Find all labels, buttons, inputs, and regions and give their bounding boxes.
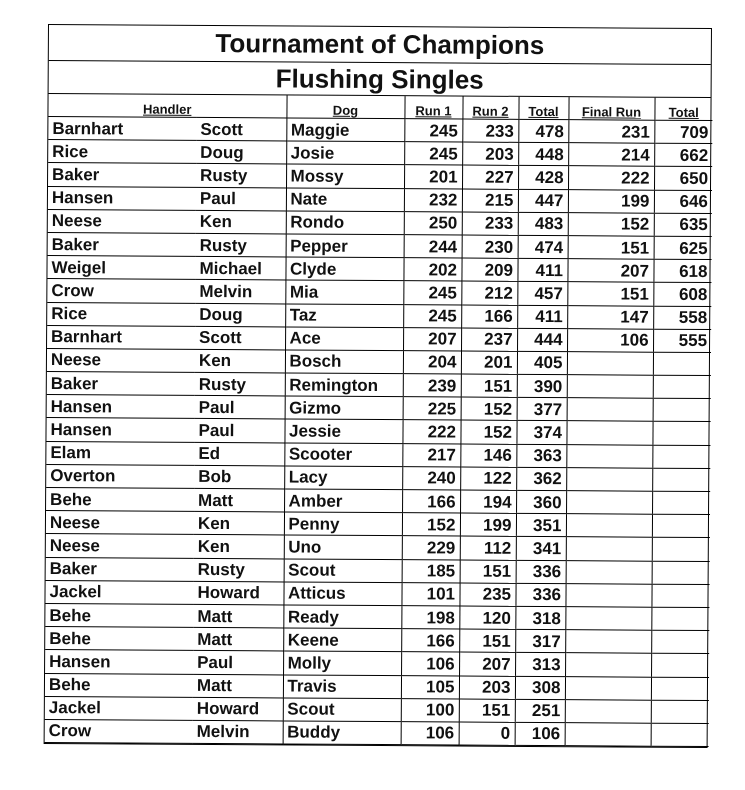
final-run-score: 222	[568, 166, 654, 190]
handler-last-name: Baker	[47, 372, 195, 396]
dog-name: Josie	[286, 141, 404, 165]
dog-name: Jessie	[284, 419, 402, 443]
final-run-header: Final Run	[568, 97, 654, 120]
run2-score: 233	[462, 119, 518, 143]
total-score: 336	[516, 560, 566, 583]
handler-last-name: Jackel	[45, 580, 193, 604]
handler-first-name: Rusty	[196, 233, 286, 257]
dog-name: Taz	[285, 303, 403, 327]
dog-name: Nate	[286, 188, 404, 212]
handler-first-name: Ed	[194, 442, 284, 466]
dog-name: Mia	[285, 280, 403, 304]
grand-total-score: 555	[653, 329, 711, 353]
total-score: 390	[517, 374, 567, 397]
run2-score: 230	[462, 235, 518, 259]
grand-total-score	[652, 514, 710, 538]
handler-last-name: Behe	[45, 603, 193, 627]
handler-first-name: Bob	[194, 465, 284, 489]
final-run-score: 199	[568, 189, 654, 213]
run1-score: 217	[402, 443, 460, 467]
run1-score: 222	[402, 420, 460, 444]
total-score: 362	[516, 467, 566, 490]
handler-last-name: Hansen	[45, 650, 193, 674]
handler-first-name: Matt	[193, 628, 283, 652]
handler-first-name: Ken	[194, 535, 284, 559]
run2-score: 203	[459, 676, 515, 700]
dog-name: Lacy	[284, 466, 402, 490]
handler-last-name: Elam	[46, 441, 194, 465]
handler-last-name: Neese	[46, 511, 194, 535]
run2-score: 207	[459, 652, 515, 676]
final-run-score: 151	[567, 282, 653, 306]
handler-last-name: Weigel	[47, 256, 195, 280]
final-run-score	[565, 630, 651, 654]
total-score: 448	[518, 143, 568, 166]
grand-total-score	[653, 352, 711, 376]
handler-first-name: Matt	[193, 604, 283, 628]
handler-first-name: Melvin	[195, 280, 285, 304]
run1-score: 232	[404, 188, 462, 212]
run2-score: 199	[460, 513, 516, 537]
final-run-score	[566, 514, 652, 538]
run2-score: 151	[460, 560, 516, 584]
handler-first-name: Howard	[193, 697, 283, 721]
total-score: 313	[515, 653, 565, 676]
handler-last-name: Hansen	[47, 395, 195, 419]
grand-total-score	[652, 445, 710, 469]
dog-header: Dog	[286, 95, 404, 118]
run1-score: 245	[404, 142, 462, 166]
handler-first-name: Scott	[196, 117, 286, 141]
grand-total-score	[651, 677, 709, 701]
run1-score: 106	[401, 722, 459, 746]
grand-total-score	[652, 422, 710, 446]
handler-first-name: Matt	[193, 674, 283, 698]
run1-score: 201	[404, 165, 462, 189]
run2-score: 215	[462, 189, 518, 213]
dog-name: Maggie	[286, 118, 404, 142]
final-run-score	[567, 352, 653, 376]
dog-name: Scout	[283, 698, 401, 722]
total-score: 474	[518, 235, 568, 258]
final-run-score	[565, 653, 651, 677]
run1-score: 106	[401, 652, 459, 676]
run1-score: 198	[401, 606, 459, 630]
dog-name: Buddy	[283, 721, 401, 745]
grand-total-score: 608	[653, 283, 711, 307]
final-run-score	[566, 421, 652, 445]
handler-last-name: Crow	[47, 279, 195, 303]
total-score: 411	[517, 305, 567, 328]
run2-score: 209	[461, 258, 517, 282]
final-run-score: 231	[568, 120, 654, 144]
final-run-score	[567, 398, 653, 422]
run2-score: 122	[460, 467, 516, 491]
final-run-score	[566, 467, 652, 491]
final-run-score: 207	[567, 259, 653, 283]
run1-score: 166	[402, 490, 460, 514]
dog-name: Pepper	[286, 234, 404, 258]
total-score: 444	[517, 328, 567, 351]
grand-total-score: 646	[654, 190, 712, 214]
dog-name: Keene	[283, 628, 401, 652]
run1-score: 202	[403, 258, 461, 282]
handler-last-name: Behe	[45, 627, 193, 651]
grand-total-score	[653, 375, 711, 399]
dog-name: Penny	[284, 512, 402, 536]
final-run-score	[566, 560, 652, 584]
handler-header: Handler	[48, 94, 286, 118]
run1-score: 245	[403, 304, 461, 328]
final-run-score	[565, 583, 651, 607]
grand-total-score	[651, 607, 709, 631]
handler-first-name: Doug	[196, 141, 286, 165]
run2-score: 233	[462, 212, 518, 236]
handler-first-name: Doug	[195, 303, 285, 327]
total-score: 377	[517, 398, 567, 421]
dog-name: Mossy	[286, 164, 404, 188]
total-score: 405	[517, 351, 567, 374]
handler-first-name: Rusty	[194, 558, 284, 582]
run1-score: 250	[404, 211, 462, 235]
run1-score: 185	[402, 559, 460, 583]
total-score: 447	[518, 189, 568, 212]
handler-first-name: Scott	[195, 326, 285, 350]
run2-score: 194	[460, 490, 516, 514]
run2-header: Run 2	[462, 97, 518, 120]
results-body	[45, 117, 713, 747]
dog-name: Remington	[285, 373, 403, 397]
grand-total-score: 618	[653, 259, 711, 283]
handler-first-name: Ken	[196, 210, 286, 234]
final-run-score	[566, 491, 652, 515]
page-title: Tournament of Champions	[49, 25, 711, 65]
handler-last-name: Baker	[46, 557, 194, 581]
grand-total-score	[652, 468, 710, 492]
total-score: 478	[518, 119, 568, 142]
final-run-score: 214	[568, 143, 654, 167]
handler-last-name: Barnhart	[48, 117, 196, 141]
run2-score: 152	[460, 420, 516, 444]
final-run-score	[565, 723, 651, 747]
handler-last-name: Crow	[45, 719, 193, 743]
total-score: 363	[516, 444, 566, 467]
handler-last-name: Hansen	[46, 418, 194, 442]
run2-score: 151	[461, 374, 517, 398]
grand-total-score: 709	[654, 120, 712, 144]
final-run-score	[566, 537, 652, 561]
total-score: 411	[517, 258, 567, 281]
handler-last-name: Jackel	[45, 696, 193, 720]
final-run-score	[565, 699, 651, 723]
run1-score: 245	[404, 119, 462, 143]
run1-score: 229	[402, 536, 460, 560]
handler-last-name: Neese	[47, 348, 195, 372]
dog-name: Molly	[283, 651, 401, 675]
run2-score: 152	[461, 397, 517, 421]
run2-score: 112	[460, 536, 516, 560]
run2-score: 203	[462, 142, 518, 166]
grand-total-score: 635	[654, 213, 712, 237]
run2-score: 0	[459, 722, 515, 746]
run2-score: 151	[459, 699, 515, 723]
total-score: 106	[515, 722, 565, 745]
dog-name: Atticus	[283, 582, 401, 606]
total-score: 336	[515, 583, 565, 606]
run2-score: 227	[462, 165, 518, 189]
handler-first-name: Michael	[195, 257, 285, 281]
total-score: 457	[517, 282, 567, 305]
grand-total-score	[651, 723, 709, 747]
final-run-score	[567, 375, 653, 399]
run2-score: 235	[459, 583, 515, 607]
grand-total-score	[652, 538, 710, 562]
run2-score: 120	[459, 606, 515, 630]
run1-score: 239	[403, 374, 461, 398]
grand-total-score	[651, 630, 709, 654]
handler-last-name: Rice	[48, 140, 196, 164]
final-run-score: 106	[567, 328, 653, 352]
run1-score: 166	[401, 629, 459, 653]
handler-first-name: Ken	[194, 512, 284, 536]
run2-score: 151	[459, 629, 515, 653]
handler-first-name: Rusty	[195, 372, 285, 396]
dog-name: Scout	[284, 559, 402, 583]
dog-name: Amber	[284, 489, 402, 513]
grand-total-score	[651, 584, 709, 608]
run2-score: 201	[461, 351, 517, 375]
dog-name: Scooter	[284, 443, 402, 467]
header-row	[48, 94, 712, 121]
run1-score: 240	[402, 466, 460, 490]
run1-score: 207	[403, 327, 461, 351]
total-score: 251	[515, 699, 565, 722]
grand-total-score: 650	[654, 167, 712, 191]
handler-first-name: Melvin	[193, 720, 283, 744]
total-header: Total	[518, 97, 568, 120]
total-score: 318	[515, 606, 565, 629]
run1-score: 225	[403, 397, 461, 421]
total-score: 360	[516, 490, 566, 513]
final-run-score	[565, 607, 651, 631]
handler-first-name: Howard	[193, 581, 283, 605]
grand-total-score: 662	[654, 143, 712, 167]
grand-total-score	[653, 398, 711, 422]
run1-score: 245	[403, 281, 461, 305]
run1-score: 152	[402, 513, 460, 537]
dog-name: Gizmo	[285, 396, 403, 420]
final-run-score	[565, 676, 651, 700]
total-score: 308	[515, 676, 565, 699]
grand-total-score: 558	[653, 306, 711, 330]
dog-name: Uno	[284, 535, 402, 559]
handler-last-name: Behe	[45, 673, 193, 697]
handler-last-name: Hansen	[48, 186, 196, 210]
run2-score: 237	[461, 328, 517, 352]
run1-header: Run 1	[404, 96, 462, 119]
run1-score: 244	[404, 235, 462, 259]
handler-first-name: Paul	[196, 187, 286, 211]
dog-name: Ready	[283, 605, 401, 629]
run2-score: 146	[460, 444, 516, 468]
handler-last-name: Neese	[46, 534, 194, 558]
grand-total-score: 625	[654, 236, 712, 260]
results-table	[45, 94, 713, 747]
handler-last-name: Baker	[48, 232, 196, 256]
final-run-score: 151	[568, 236, 654, 260]
handler-last-name: Overton	[46, 464, 194, 488]
run1-score: 105	[401, 675, 459, 699]
dog-name: Travis	[283, 674, 401, 698]
handler-first-name: Paul	[195, 396, 285, 420]
dog-name: Rondo	[286, 211, 404, 235]
final-run-score: 152	[568, 212, 654, 236]
handler-last-name: Behe	[46, 487, 194, 511]
run1-score: 100	[401, 698, 459, 722]
dog-name: Bosch	[285, 350, 403, 374]
grand-total-score	[651, 700, 709, 724]
handler-last-name: Baker	[48, 163, 196, 187]
total-score: 483	[518, 212, 568, 235]
dog-name: Ace	[285, 327, 403, 351]
handler-first-name: Ken	[195, 349, 285, 373]
final-run-score: 147	[567, 305, 653, 329]
total-score: 341	[516, 537, 566, 560]
handler-first-name: Rusty	[196, 164, 286, 188]
grand-total-score	[652, 561, 710, 585]
total-score: 351	[516, 514, 566, 537]
handler-first-name: Paul	[193, 651, 283, 675]
total-score: 428	[518, 166, 568, 189]
page-subtitle: Flushing Singles	[49, 61, 711, 98]
dog-name: Clyde	[285, 257, 403, 281]
results-sheet	[44, 24, 712, 748]
table-row	[45, 719, 709, 746]
handler-last-name: Barnhart	[47, 325, 195, 349]
run2-score: 212	[461, 281, 517, 305]
grand-total-score	[652, 491, 710, 515]
handler-first-name: Matt	[194, 488, 284, 512]
grand-total-header: Total	[654, 98, 712, 121]
total-score: 317	[515, 629, 565, 652]
run1-score: 101	[401, 582, 459, 606]
run2-score: 166	[461, 305, 517, 329]
handler-last-name: Neese	[48, 209, 196, 233]
run1-score: 204	[403, 351, 461, 375]
final-run-score	[566, 444, 652, 468]
handler-first-name: Paul	[194, 419, 284, 443]
handler-last-name: Rice	[47, 302, 195, 326]
total-score: 374	[516, 421, 566, 444]
grand-total-score	[651, 654, 709, 678]
